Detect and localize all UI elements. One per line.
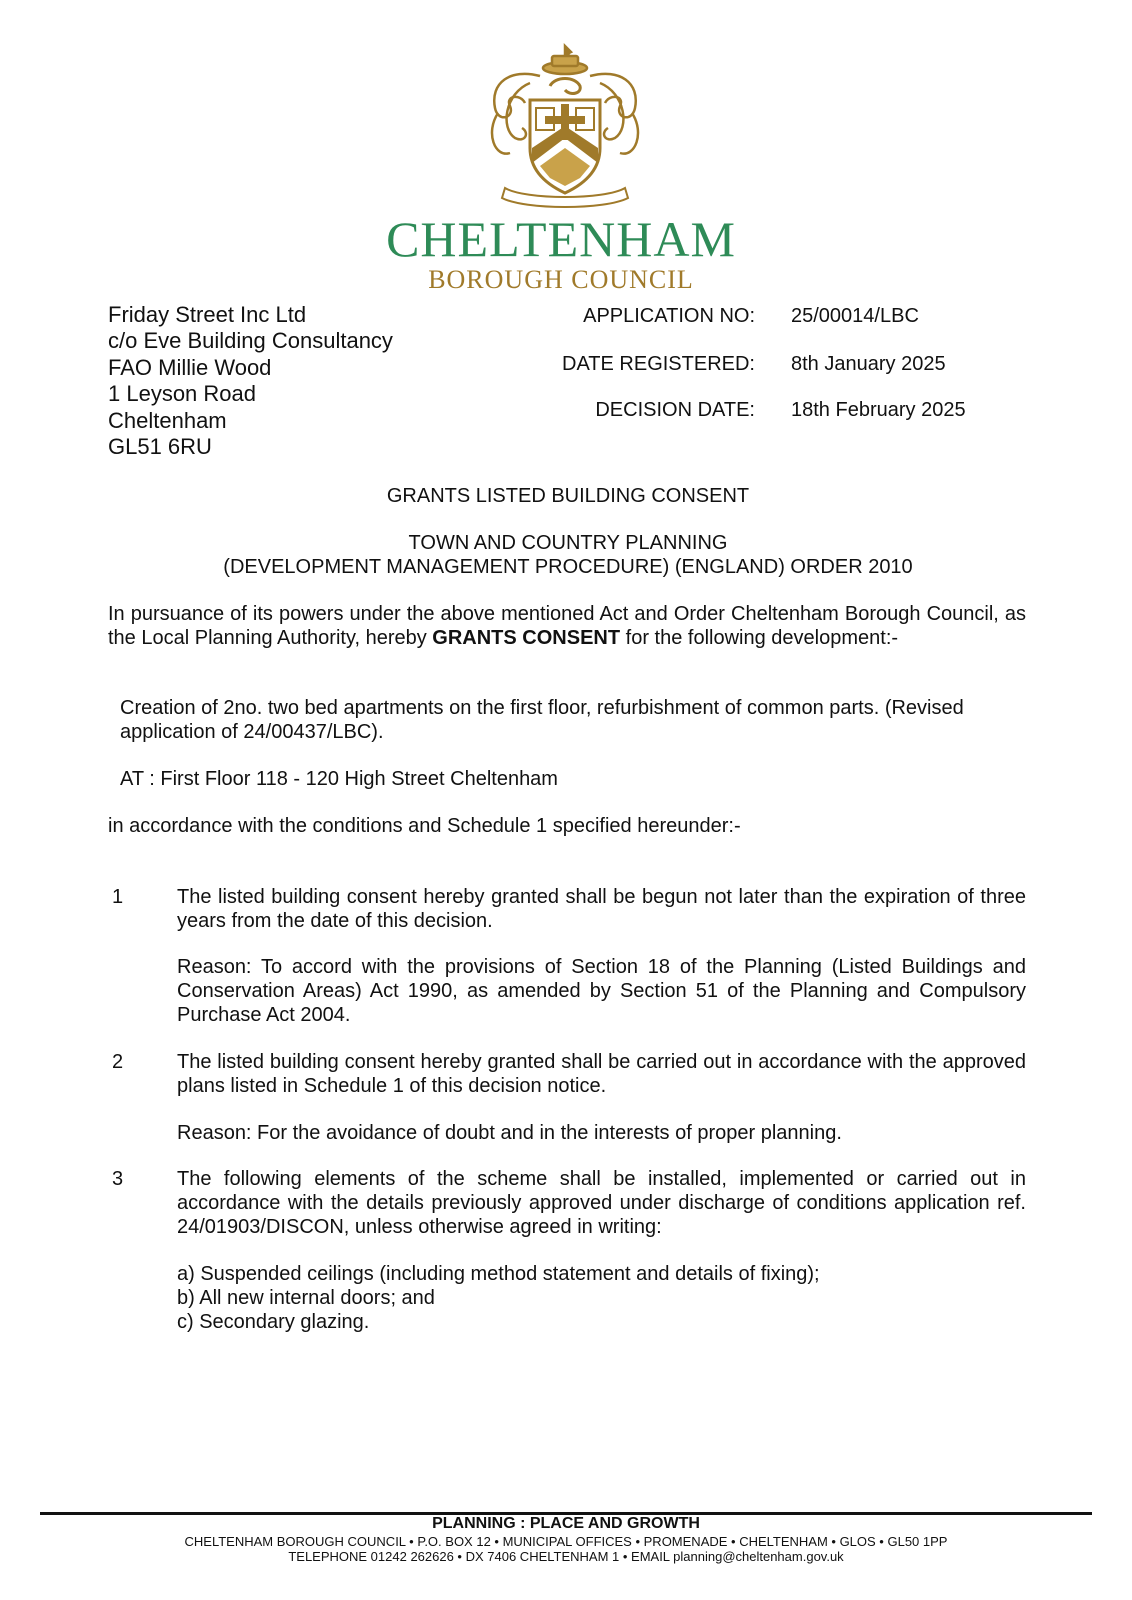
condition-text: The listed building consent hereby granted shall be begun not later than the expiration of three years from the date of this decision. bbox=[177, 886, 1026, 932]
date-registered-label: DATE REGISTERED: bbox=[562, 353, 755, 375]
address-line: FAO Millie Wood bbox=[108, 354, 272, 380]
council-subtitle: BOROUGH COUNCIL bbox=[428, 265, 694, 294]
decision-title: GRANTS LISTED BUILDING CONSENT bbox=[386, 485, 750, 507]
condition-items bbox=[177, 1262, 1026, 1334]
footer-title: PLANNING : PLACE AND GROWTH bbox=[432, 1515, 700, 1532]
address-line: 1 Leyson Road bbox=[108, 381, 256, 407]
condition-reason: Reason: To accord with the provisions of Section 18 of the Planning (Listed Buildings and Conservation Areas) Act 1990, as amended by Section 51 of the Planning and Compulsory Purchase Act 2004. bbox=[177, 956, 1026, 1026]
development-location: AT : First Floor 118 - 120 High Street Cheltenham bbox=[120, 768, 558, 790]
address-line: Friday Street Inc Ltd bbox=[108, 302, 307, 327]
condition-reason: Reason: For the avoidance of doubt and in the interests of proper planning. bbox=[177, 1122, 842, 1144]
intro-paragraph bbox=[108, 602, 1026, 650]
address-line: c/o Eve Building Consultancy bbox=[108, 328, 393, 354]
accordance-statement: in accordance with the conditions and Schedule 1 specified hereunder:- bbox=[108, 815, 741, 837]
condition-text: The listed building consent hereby granted shall be carried out in accordance with the approved plans listed in Schedule 1 of this decision notice. bbox=[177, 1051, 1026, 1097]
council-name: CHELTENHAM bbox=[386, 211, 736, 267]
intro-text-before: In pursuance of its powers under the above mentioned Act and Order Cheltenham Borough Council, as the Local Planning Authority, hereby bbox=[108, 603, 1026, 649]
date-registered-value: 8th January 2025 bbox=[791, 353, 946, 375]
address-line: Cheltenham bbox=[108, 407, 227, 433]
recipient-address bbox=[108, 302, 393, 460]
condition-number: 3 bbox=[112, 1168, 124, 1190]
council-crest-logo bbox=[470, 38, 660, 213]
intro-text-after: for the following development:- bbox=[625, 627, 899, 649]
condition-item: b) All new internal doors; and bbox=[177, 1287, 435, 1309]
condition-number: 2 bbox=[112, 1051, 124, 1073]
application-number-value: 25/00014/LBC bbox=[791, 305, 919, 327]
condition-item: a) Suspended ceilings (including method statement and details of fixing); bbox=[177, 1263, 820, 1285]
act-title-line1: TOWN AND COUNTRY PLANNING bbox=[408, 532, 728, 554]
footer-address: CHELTENHAM BOROUGH COUNCIL • P.O. BOX 12 • MUNICIPAL OFFICES • PROMENADE • CHELTENHAM • GLOS • GL50 1PP bbox=[184, 1534, 948, 1549]
condition-text: The following elements of the scheme shall be installed, implemented or carried out in accordance with the details previously approved under discharge of conditions application ref. 24/01903/DISCON, unless otherwise agreed in writing: bbox=[177, 1168, 1026, 1238]
footer-contact: TELEPHONE 01242 262626 • DX 7406 CHELTENHAM 1 • EMAIL planning@cheltenham.gov.uk bbox=[288, 1549, 844, 1564]
application-number-label: APPLICATION NO: bbox=[583, 305, 755, 327]
act-title-line2: (DEVELOPMENT MANAGEMENT PROCEDURE) (ENGLAND) ORDER 2010 bbox=[223, 556, 913, 578]
decision-date-value: 18th February 2025 bbox=[791, 399, 966, 421]
address-line: GL51 6RU bbox=[108, 434, 212, 460]
development-description: Creation of 2no. two bed apartments on the first floor, refurbishment of common parts. (Revised application of 24/00437/LBC). bbox=[120, 697, 964, 743]
condition-number: 1 bbox=[112, 886, 124, 908]
condition-item: c) Secondary glazing. bbox=[177, 1311, 370, 1333]
grants-consent-text: GRANTS CONSENT bbox=[432, 627, 621, 649]
decision-date-label: DECISION DATE: bbox=[595, 399, 755, 421]
